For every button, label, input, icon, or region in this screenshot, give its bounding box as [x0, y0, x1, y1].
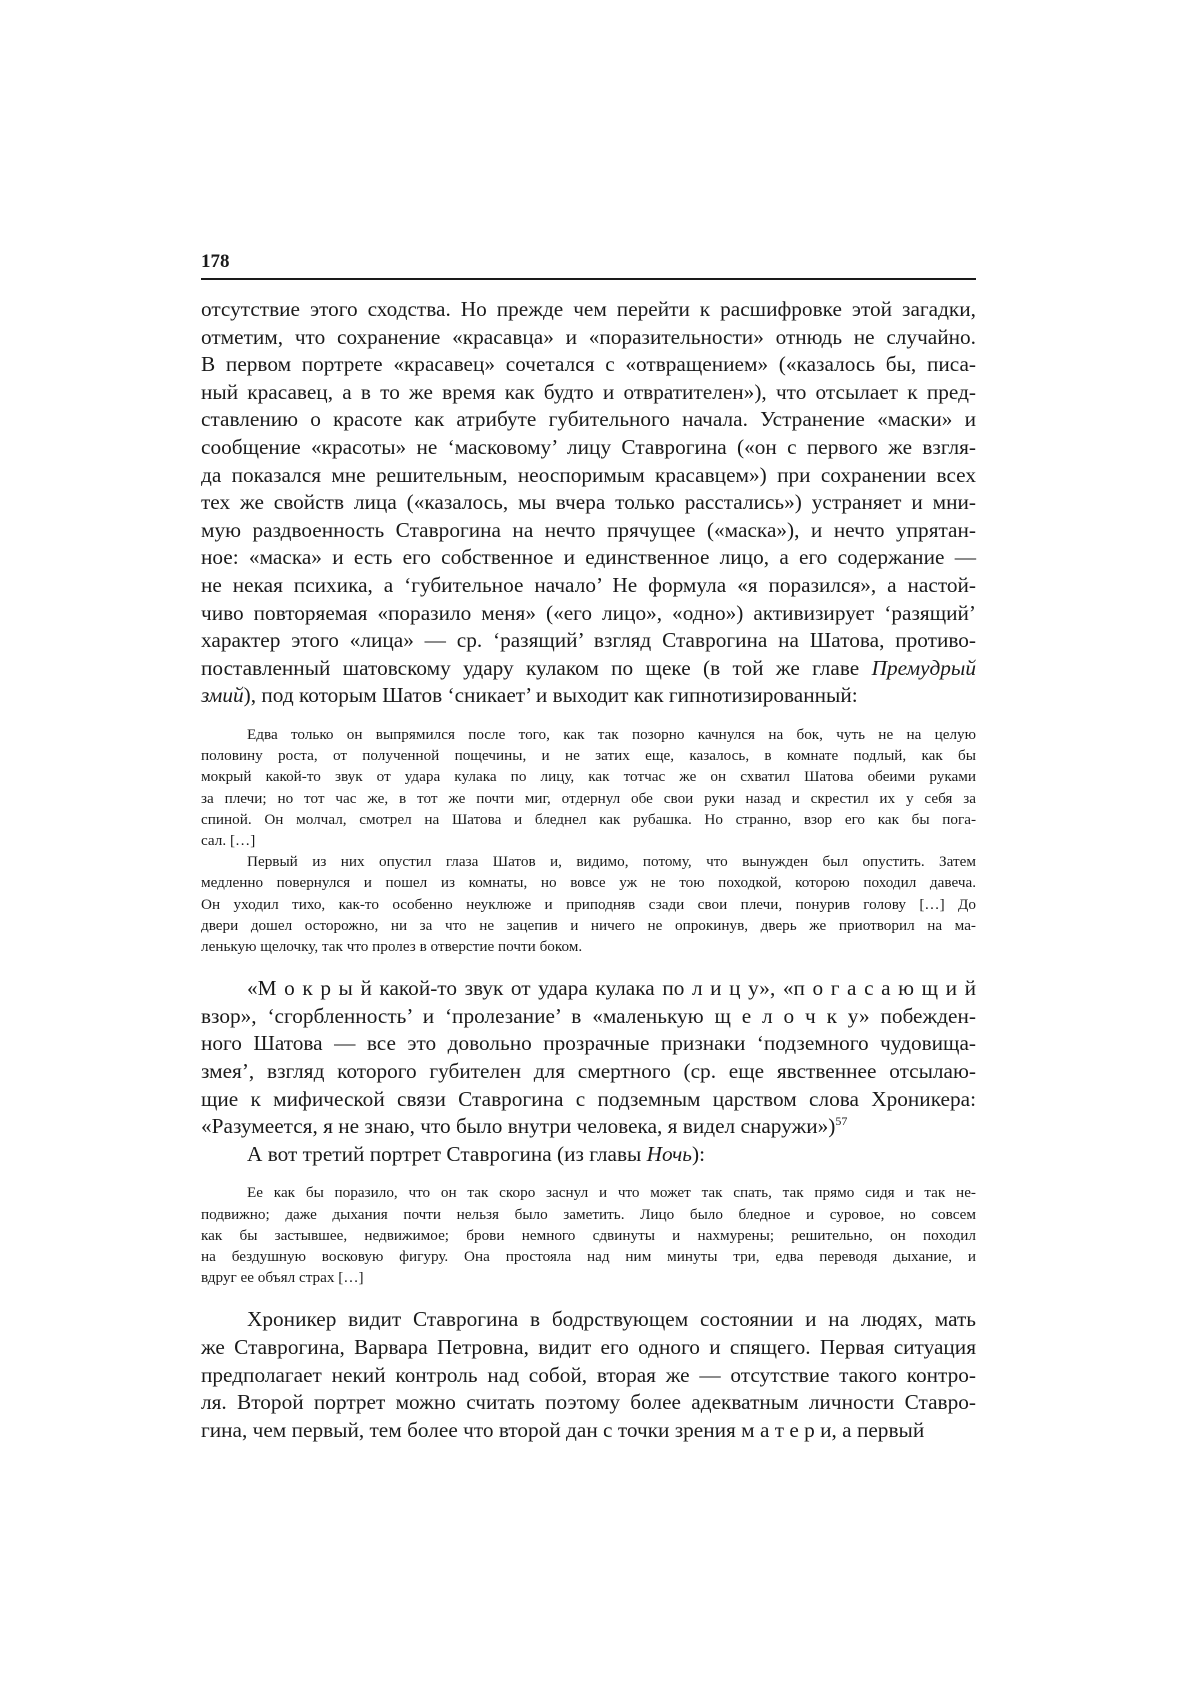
text-line: ля. Второй портрет можно считать поэтому более адекватным личности Ставро-: [201, 1390, 976, 1415]
text-line: чиво повторяемая «поразило меня» («его лицо», «одно») активизирует ‘разящий’: [201, 600, 976, 625]
text-line: спиной. Он молчал, смотрел на Шатова и бледнел как рубашка. Но странно, взор его как бы пога-: [201, 810, 976, 828]
text-line: змея’, взгляд которого губителен для смертного (ср. еще явственнее отсылаю-: [201, 1058, 976, 1083]
text-line: В первом портрете «красавец» сочетался с «отвращением» («казалось бы, писа-: [201, 352, 976, 377]
text-line: Едва только он выпрямился после того, как так позорно качнулся на бок, чуть не на целую: [247, 725, 976, 743]
text-line: двери дошел осторожно, ни за что не зацепив и ничего не опрокинув, дверь же приотворил на ма-: [201, 916, 976, 934]
text-line: сообщение «красоты» не ‘масковому’ лицу Ставрогина («он с первого же взгля-: [201, 434, 976, 459]
text-line: ставлению о красоте как атрибуте губительного начала. Устранение «маски» и: [201, 407, 976, 432]
text-line: взор», ‘сгорбленность’ и ‘пролезание’ в «маленькую щ е л о ч к у» побежден-: [201, 1003, 976, 1028]
text-line: мокрый какой-то звук от удара кулака по лицу, как тотчас же он схватил Шатова обеими руками: [201, 768, 976, 786]
body-text: [201, 296, 976, 1444]
text-line: не некая психика, а ‘губительное начало’ Не формула «я поразился», а настой-: [201, 572, 976, 597]
header-rule: [201, 278, 976, 280]
text-line: Он уходил тихо, как-то особенно неуклюже и приподняв сзади свои плечи, понурив голову […] До: [201, 895, 976, 913]
text-line: половину роста, от полученной пощечины, и не затих еще, казалось, в комнате подлый, как бы: [201, 747, 976, 765]
paragraph: [201, 1141, 976, 1169]
text-line: ный красавец, а в то же время как будто и отвратителен»), что отсылает к пред-: [201, 379, 976, 404]
block-quote: [201, 1182, 976, 1288]
paragraph: [201, 975, 976, 1141]
block-quote: [201, 724, 976, 851]
text-line: мую раздвоенность Ставрогина на нечто прячущее («маска»), и нечто упрятан-: [201, 517, 976, 542]
text-line: щие к мифической связи Ставрогина с подземным царством слова Хроникера:: [201, 1086, 976, 1111]
paragraph: [201, 1306, 976, 1444]
text-line: ного Шатова — все это довольно прозрачные признаки ‘подземного чудовища-: [201, 1031, 976, 1056]
text-line: А вот третий портрет Ставрогина (из главы Ночь):: [247, 1141, 706, 1166]
text-line: ное: «маска» и есть его собственное и единственное лицо, а его содержание —: [201, 545, 976, 570]
block-quote: [201, 851, 976, 957]
text-line: змий), под которым Шатов ‘сникает’ и выходит как гипнотизированный:: [201, 683, 858, 708]
text-line: гина, чем первый, тем более что второй дан с точки зрения м а т е р и, а первый: [201, 1417, 925, 1442]
text-line: «М о к р ы й какой-то звук от удара кулака по л и ц у», «п о г а с а ю щ и й: [247, 976, 976, 1001]
text-line: Первый из них опустил глаза Шатов и, видимо, потому, что вынужден был опустить. Затем: [247, 853, 976, 871]
text-line: да показался мне решительным, неоспоримым красавцем») при сохранении всех: [201, 462, 976, 487]
text-line: предполагает некий контроль над собой, вторая же — отсутствие такого контро-: [201, 1362, 976, 1387]
text-line: на бездушную восковую фигуру. Она простояла над ним минуты три, едва переводя дыхание, и: [201, 1247, 976, 1265]
book-page: [201, 252, 976, 1444]
text-line: вдруг ее объял страх […]: [201, 1269, 364, 1287]
text-line: Хроникер видит Ставрогина в бодрствующем состоянии и на людях, мать: [247, 1307, 976, 1332]
text-line: сал. […]: [201, 831, 256, 849]
page-number: 178: [201, 251, 230, 272]
text-line: отметим, что сохранение «красавца» и «поразительности» отнюдь не случайно.: [201, 324, 976, 349]
text-line: «Разумеется, я не знаю, что было внутри человека, я видел снаружи»)$^{57}$: [201, 1114, 848, 1139]
text-line: как бы застывшее, недвижимое; брови немного сдвинуты и нахмурены; решительно, он походил: [201, 1226, 976, 1244]
text-line: поставленный шатовскому удару кулаком по щеке (в той же главе Премудрый: [201, 655, 976, 680]
text-line: тех же свойств лица («казалось, мы вчера только расстались») устраняет и мни-: [201, 490, 976, 515]
text-line: Ее как бы поразило, что он так скоро заснул и что может так спать, так прямо сидя и так не-: [247, 1184, 976, 1202]
text-line: медленно повернулся и пошел из комнаты, но вовсе уж не тою походкой, которою походил давеча.: [201, 874, 976, 892]
text-line: подвижно; даже дыхания почти нельзя было заметить. Лицо было бледное и суровое, но совсем: [201, 1205, 976, 1223]
text-line: характер этого «лица» — ср. ‘разящий’ взгляд Ставрогина на Шатова, противо-: [201, 628, 976, 653]
text-line: ленькую щелочку, так что пролез в отверстие почти боком.: [201, 937, 583, 955]
text-line: отсутствие этого сходства. Но прежде чем перейти к расшифровке этой загадки,: [201, 297, 976, 321]
paragraph: [201, 296, 976, 710]
text-line: за плечи; но тот час же, в тот же почти миг, отдернул обе свои руки назад и скрестил их у себя за: [201, 789, 976, 807]
text-line: же Ставрогина, Варвара Петровна, видит его одного и спящего. Первая ситуация: [201, 1334, 976, 1359]
